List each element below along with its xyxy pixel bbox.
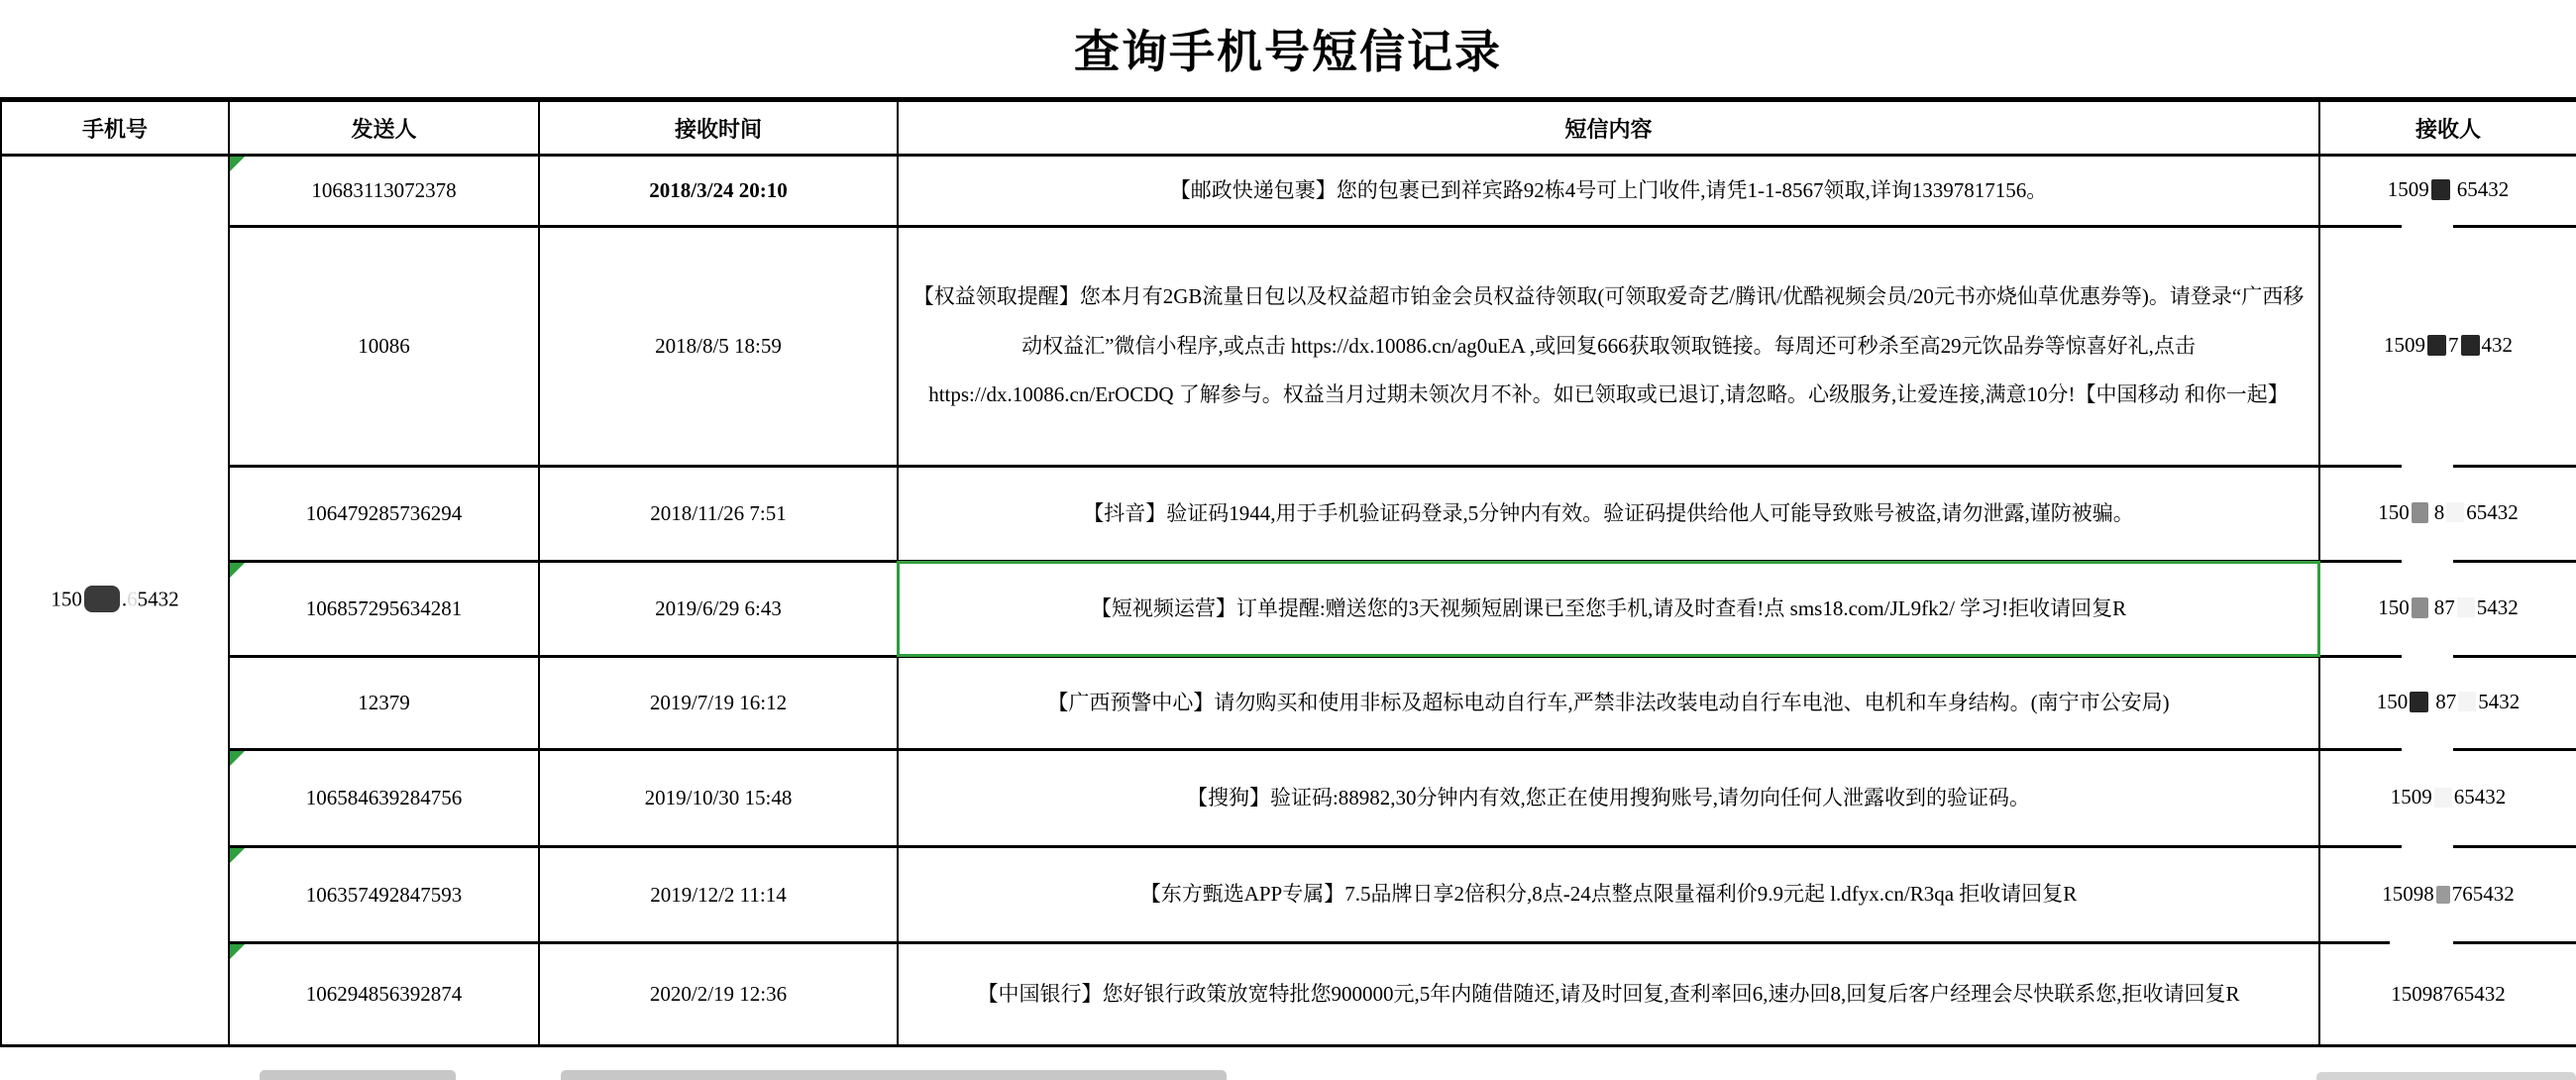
cell-receiver[interactable] <box>2319 227 2576 467</box>
sms-content-text: 【广西预警中心】请勿购买和使用非标及超标电动自行车,严禁非法改装电动自行车电池、电机和车身结构。(南宁市公安局) <box>1047 690 2170 714</box>
sms-content-text: 【东方甄选APP专属】7.5品牌日享2倍积分,8点-24点整点限量福利价9.9元起 l.dfyx.cn/R3qa 拒收请回复R <box>1139 882 2078 907</box>
cell-sender[interactable] <box>229 227 539 467</box>
col-header-time[interactable]: 接收时间 <box>539 100 898 156</box>
cell-content selected-cell[interactable] <box>898 562 2319 657</box>
redaction-patch <box>2457 597 2475 617</box>
cell-flag-triangle <box>230 563 245 578</box>
cell-content[interactable] <box>898 750 2319 847</box>
cell-time[interactable] <box>539 227 898 467</box>
cell-time[interactable] <box>539 562 898 657</box>
background-window-edge <box>2316 1072 2576 1080</box>
phone-part: . <box>121 586 128 610</box>
border-gap <box>2402 218 2453 235</box>
time-text: 2018/8/5 18:59 <box>655 334 782 358</box>
cell-time[interactable] <box>539 467 898 562</box>
table-row <box>1 750 2576 847</box>
sms-table <box>0 97 2576 1047</box>
col-header-sender[interactable]: 发送人 <box>229 100 539 156</box>
cell-phone-number[interactable] <box>1 156 229 1046</box>
receiver-text: 432 <box>2481 333 2513 358</box>
redaction-blob <box>2412 502 2428 523</box>
sender-text: 106294856392874 <box>305 982 463 1006</box>
sender-text: 106584639284756 <box>305 786 463 810</box>
cell-time[interactable] <box>539 943 898 1046</box>
cell-content[interactable] <box>898 156 2319 227</box>
receiver-text: 15098 <box>2382 882 2434 907</box>
time-text: 2020/2/19 12:36 <box>649 982 788 1006</box>
receiver-text: 8 <box>2433 500 2445 525</box>
time-text: 2019/6/29 6:43 <box>655 596 782 620</box>
cell-content[interactable] <box>898 657 2319 750</box>
col-header-receiver[interactable]: 接收人 <box>2319 100 2576 156</box>
cell-content[interactable] <box>898 847 2319 943</box>
cell-time[interactable] <box>539 750 898 847</box>
receiver-text: 765432 <box>2451 882 2515 907</box>
table-row <box>1 467 2576 562</box>
cell-time[interactable] <box>539 657 898 750</box>
table-row <box>1 847 2576 943</box>
cell-receiver[interactable] <box>2319 847 2576 943</box>
sender-text: 10086 <box>358 334 410 358</box>
receiver-text: 150 <box>2378 500 2410 525</box>
col-header-phone[interactable]: 手机号 <box>1 100 229 156</box>
sender-text: 12379 <box>358 691 410 714</box>
redaction-patch <box>2446 502 2464 522</box>
background-window-edge <box>260 1070 456 1080</box>
cell-receiver[interactable] <box>2319 156 2576 227</box>
receiver-text: 15098765432 <box>2391 982 2506 1006</box>
time-text: 2018/3/24 20:10 <box>649 178 788 202</box>
cell-flag-triangle <box>230 751 245 766</box>
cell-sender[interactable] <box>229 156 539 227</box>
cell-receiver[interactable] <box>2319 467 2576 562</box>
cell-flag-triangle <box>230 157 245 171</box>
border-gap <box>2402 648 2453 665</box>
cell-content[interactable] <box>898 467 2319 562</box>
receiver-text: 65432 <box>2456 177 2510 202</box>
time-text: 2019/7/19 16:12 <box>649 691 788 714</box>
cell-sender[interactable] <box>229 467 539 562</box>
sms-content-text: 【中国银行】您好银行政策放宽特批您900000元,5年内随借随还,请及时回复,查利率回6,速办回8,回复后客户经理会尽快联系您,拒收请回复R <box>977 981 2240 1006</box>
cell-flag-triangle <box>230 848 245 863</box>
receiver-text: 65432 <box>2453 785 2507 810</box>
sender-text: 10683113072378 <box>311 178 457 202</box>
receiver-text: 150 <box>2378 595 2410 620</box>
sms-content-text: 【邮政快递包裹】您的包裹已到祥宾路92栋4号可上门收件,请凭1-1-8567领取,详询13397817156。 <box>1169 177 2048 202</box>
cell-receiver[interactable] <box>2319 562 2576 657</box>
cell-sender[interactable] <box>229 657 539 750</box>
redaction-blob <box>2410 692 2428 712</box>
cell-receiver[interactable] <box>2319 943 2576 1046</box>
redaction-blob <box>84 586 120 612</box>
cell-content[interactable] <box>898 943 2319 1046</box>
time-text: 2019/12/2 11:14 <box>650 882 787 907</box>
time-text: 2018/11/26 7:51 <box>650 501 787 525</box>
redaction-patch <box>2458 692 2476 711</box>
table-row <box>1 562 2576 657</box>
receiver-text: 87 <box>2435 690 2457 714</box>
receiver-text: 1509 <box>2387 177 2429 202</box>
cell-sender[interactable] <box>229 562 539 657</box>
receiver-text: 1509 <box>2390 785 2432 810</box>
redaction-blob <box>2461 335 2480 356</box>
col-header-content[interactable]: 短信内容 <box>898 100 2319 156</box>
cell-sender[interactable] <box>229 847 539 943</box>
background-window-edge <box>561 1070 1227 1080</box>
phone-part: 150 <box>51 586 82 610</box>
sms-content-text: 【权益领取提醒】您本月有2GB流量日包以及权益超市铂金会员权益待领取(可领取爱奇艺/腾讯/优酷视频会员/20元书亦烧仙草优惠券等)。请登录“广西移动权益汇”微信小程序,或点击 https://dx.10086.cn/ag0uEA ,或回复666获取领取链接。每周还可秒杀至高29元饮品券等惊喜好礼,点击 https://dx.10086.cn/ErOCDQ 了解参与。权益当月过期未领次月不补。如已领取或已退订,请忽略。心级服务,让爱连接,满意10分!【中国移动 和你一起】 <box>912 284 2305 407</box>
page-title: 查询手机号短信记录 <box>1074 27 1502 77</box>
receiver-text: 7 <box>2448 333 2459 358</box>
cell-sender[interactable] <box>229 750 539 847</box>
border-gap <box>2390 934 2449 948</box>
cell-content[interactable] <box>898 227 2319 467</box>
redaction-patch <box>2434 788 2452 808</box>
phone-part-faint: 6 <box>127 586 138 610</box>
cell-sender[interactable] <box>229 943 539 1046</box>
table-row <box>1 943 2576 1046</box>
cell-flag-triangle <box>230 944 245 959</box>
border-gap <box>2402 838 2453 855</box>
receiver-text: 150 <box>2376 690 2409 714</box>
border-gap <box>2402 458 2453 475</box>
table-row <box>1 227 2576 467</box>
receiver-text: 5432 <box>2476 595 2519 620</box>
redaction-blob <box>2431 179 2450 200</box>
sms-content-text: 【短视频运营】订单提醒:赠送您的3天视频短剧课已至您手机,请及时查看!点 sms18.com/JL9fk2/ 学习!拒收请回复R <box>1090 595 2127 620</box>
sms-content-text: 【抖音】验证码1944,用于手机验证码登录,5分钟内有效。验证码提供给他人可能导致账号被盗,请勿泄露,谨防被骗。 <box>1083 500 2134 525</box>
phone-part: 5432 <box>137 586 179 610</box>
receiver-text: 87 <box>2433 595 2455 620</box>
redaction-blob <box>2427 335 2446 356</box>
cell-time[interactable] <box>539 847 898 943</box>
sender-text: 106357492847593 <box>305 882 463 907</box>
cell-time[interactable] <box>539 156 898 227</box>
redaction-blob <box>2412 597 2428 618</box>
sender-text: 106479285736294 <box>305 501 463 525</box>
sender-text: 106857295634281 <box>305 596 463 620</box>
redaction-blob <box>2436 886 2450 904</box>
table-row <box>1 657 2576 750</box>
receiver-text: 65432 <box>2466 500 2519 525</box>
title-bar <box>0 0 2576 97</box>
receiver-text: 1509 <box>2384 333 2425 358</box>
sms-content-text: 【搜狗】验证码:88982,30分钟内有效,您正在使用搜狗账号,请勿向任何人泄露收到的验证码。 <box>1186 785 2031 810</box>
time-text: 2019/10/30 15:48 <box>644 786 793 810</box>
header-row <box>1 100 2576 156</box>
receiver-text: 5432 <box>2478 690 2521 714</box>
border-gap <box>2402 553 2453 570</box>
table-row <box>1 156 2576 227</box>
cell-receiver[interactable] <box>2319 657 2576 750</box>
cell-receiver[interactable] <box>2319 750 2576 847</box>
border-gap <box>2402 741 2453 758</box>
